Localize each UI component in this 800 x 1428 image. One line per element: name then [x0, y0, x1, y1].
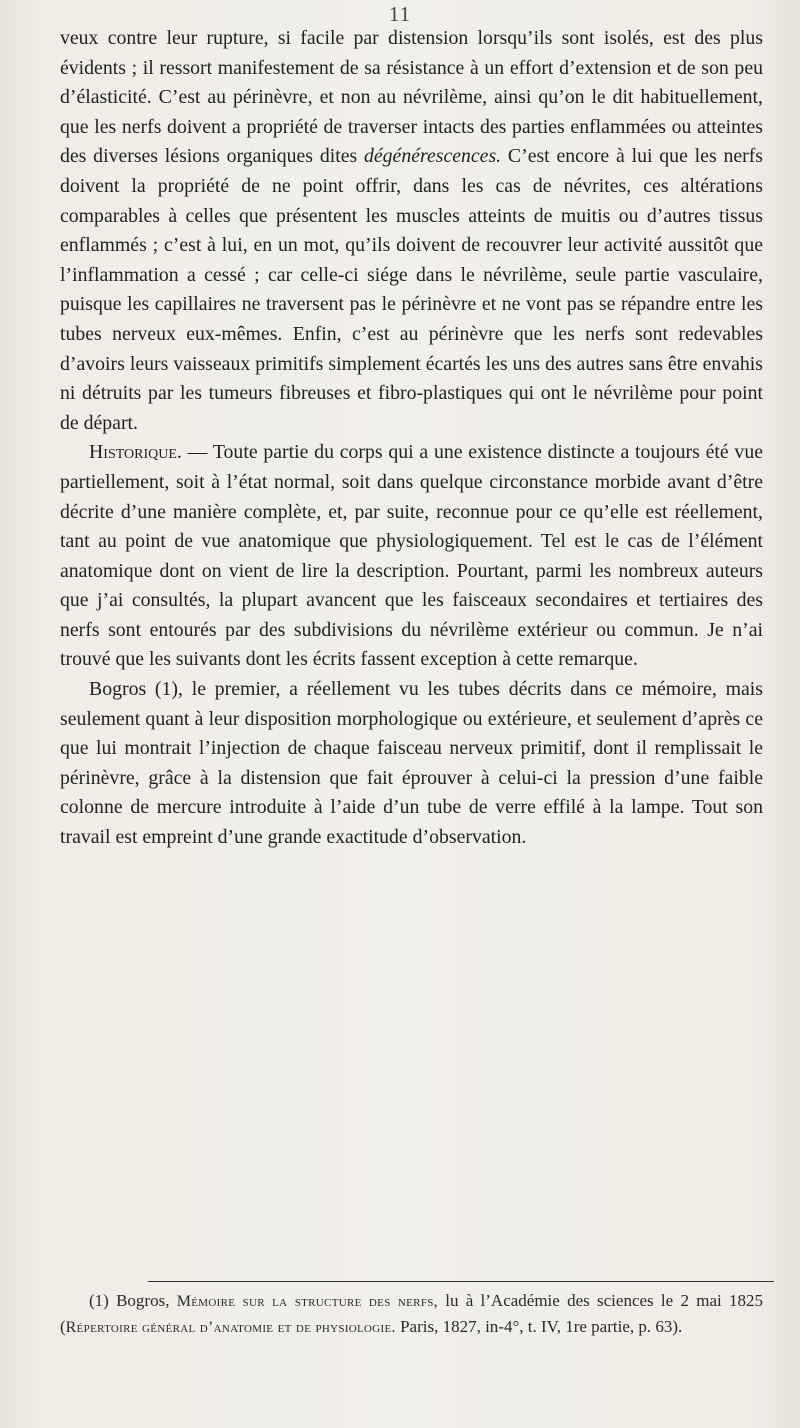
paragraph-1-text-a: veux contre leur rupture, si facile par distension lorsqu’ils sont isolés, est des plus évidents ; il ressort manifestement de sa résistance à un effort d’extension et de son peu d’élasticité. C’est au périnèvre, et non au névrilème, ainsi qu’on le dit habituellement, que les nerfs doivent a propriété de traverser intacts des parties enflammées ou atteintes des diverses lésions organiques dites: [60, 27, 763, 168]
paragraph-2-text: — Toute partie du corps qui a une existence distincte a toujours été vue partiellement, soit à l’état normal, soit dans quelque circonstance morbide avant d’être décrite d’une manière complète, et, par suite, reconnue pour ce qu’elle est réellement, tant au point de vue anatomique que physiologiquement. Tel est le cas de l’élément anatomique dont on vient de lire la description. Pourtant, parmi les nombreux auteurs que j’ai consultés, la plupart avancent que les faisceaux secondaires et tertiaires des nerfs sont entourés par des subdivisions du névrilème extérieur ou commun. Je n’ai trouvé que les suivants dont les écrits fassent exception à cette remarque.: [60, 441, 763, 671]
footnote-source: Répertoire général d’anatomie et de physiologie.: [65, 1319, 396, 1336]
footnote-marker-author: (1) Bogros,: [89, 1291, 177, 1310]
footnote: [60, 1288, 763, 1340]
footnote-title: Mémoire sur la structure des nerfs,: [176, 1293, 438, 1310]
footnote-divider: [148, 1281, 774, 1282]
footnote-text-a: lu à l’Académie des sciences le 2 mai 1825 (: [60, 1291, 763, 1336]
paragraph-1-italic-term: dégénérescences.: [364, 145, 502, 168]
page-number: 11: [388, 2, 412, 26]
footnote-text-b: Paris, 1827, in-4°, t. IV, 1re partie, p. 63).: [395, 1317, 683, 1336]
paragraph-1-text-b: C’est encore à lui que les nerfs doivent la propriété de ne point offrir, dans les cas de névrites, ces altérations comparables à celles que présentent les muscles atteints de muitis ou d’autres tissus enflammés ; c’est à lui, en un mot, qu’ils doivent de recouvrer leur activité aussitôt que l’inflammation a cessé ; car celle-ci siége dans le névrilème, seule partie vasculaire, puisque les capillaires ne traversent pas le périnèvre et ne vont pas se répandre entre les tubes nerveux eux-mêmes. Enfin, c’est au périnèvre que les nerfs sont redevables d’avoirs leurs vaisseaux primitifs simplement écartés les uns des autres sans être envahis ni détruits par les tumeurs fibreuses et fibro-plastiques qui ont le névrilème pour point de départ.: [60, 145, 763, 434]
paragraph-3-text: Bogros (1), le premier, a réellement vu les tubes décrits dans ce mémoire, mais seulement quant à leur disposition morphologique ou extérieure, et seulement d’après ce que lui montrait l’injection de chaque faisceau nerveux primitif, dont il remplissait le périnèvre, grâce à la distension que fait éprouver à celui-ci la pression d’une faible colonne de mercure introduite à l’aide d’un tube de verre effilé à la lampe. Tout son travail est empreint d’une grande exactitude d’observation.: [60, 678, 763, 849]
paragraph-1: [60, 24, 763, 438]
section-heading-historique: Historique.: [89, 441, 182, 464]
paragraph-2: [60, 438, 763, 675]
body-text: [60, 24, 763, 853]
footnote-paragraph: [60, 1288, 763, 1340]
paragraph-3: [60, 675, 763, 853]
